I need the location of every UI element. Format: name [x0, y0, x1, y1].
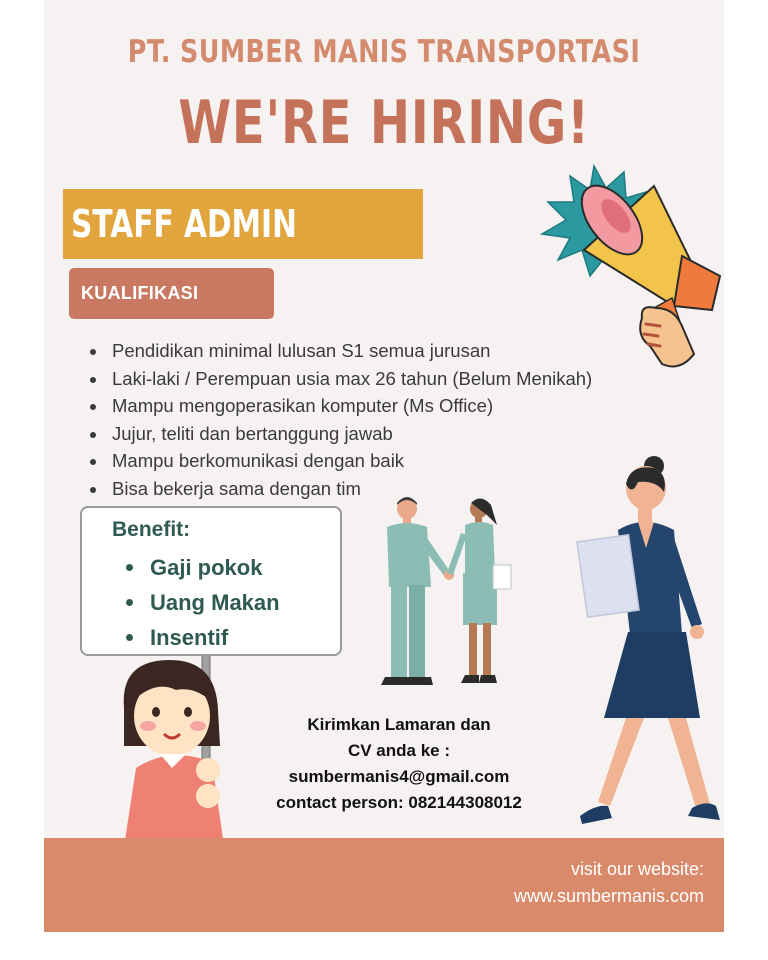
qualification-item: Mampu mengoperasikan komputer (Ms Office) — [90, 392, 592, 420]
qualifications-list — [90, 337, 592, 502]
hiring-headline: WE'RE HIRING! — [178, 88, 590, 158]
website-label: visit our website: — [570, 859, 704, 879]
benefit-item: Gaji pokok — [122, 550, 280, 585]
qualification-item: Laki-laki / Perempuan usia max 26 tahun (Belum Menikah) — [90, 365, 592, 393]
benefit-sign — [80, 506, 342, 656]
job-title-banner — [63, 189, 423, 259]
footer-bar — [44, 838, 724, 932]
application-contact — [254, 712, 544, 816]
contact-phone: contact person: 082144308012 — [276, 793, 522, 812]
job-title: STAFF ADMIN — [71, 202, 297, 246]
qualification-item: Pendidikan minimal lulusan S1 semua jurusan — [90, 337, 592, 365]
company-name: PT. SUMBER MANIS TRANSPORTASI — [127, 34, 641, 70]
website-block — [514, 856, 704, 910]
qualification-item: Bisa bekerja sama dengan tim — [90, 475, 592, 503]
qualification-item: Mampu berkomunikasi dengan baik — [90, 447, 592, 475]
qualification-item: Jujur, teliti dan bertanggung jawab — [90, 420, 592, 448]
benefit-list — [122, 550, 280, 655]
contact-line: CV anda ke : — [347, 741, 451, 760]
qualifications-heading: KUALIFIKASI — [81, 283, 199, 303]
walking-woman-illustration — [534, 456, 724, 841]
website-url: www.sumbermanis.com — [513, 886, 704, 906]
handshake-illustration — [369, 495, 519, 695]
hiring-poster — [44, 0, 724, 932]
girl-holding-sign-illustration — [116, 650, 256, 860]
benefit-item: Insentif — [122, 620, 280, 655]
contact-email: sumbermanis4@gmail.com — [288, 767, 510, 786]
qualifications-badge — [69, 268, 274, 319]
benefit-heading: Benefit: — [112, 518, 191, 541]
contact-line: Kirimkan Lamaran dan — [307, 715, 491, 734]
benefit-item: Uang Makan — [122, 585, 280, 620]
